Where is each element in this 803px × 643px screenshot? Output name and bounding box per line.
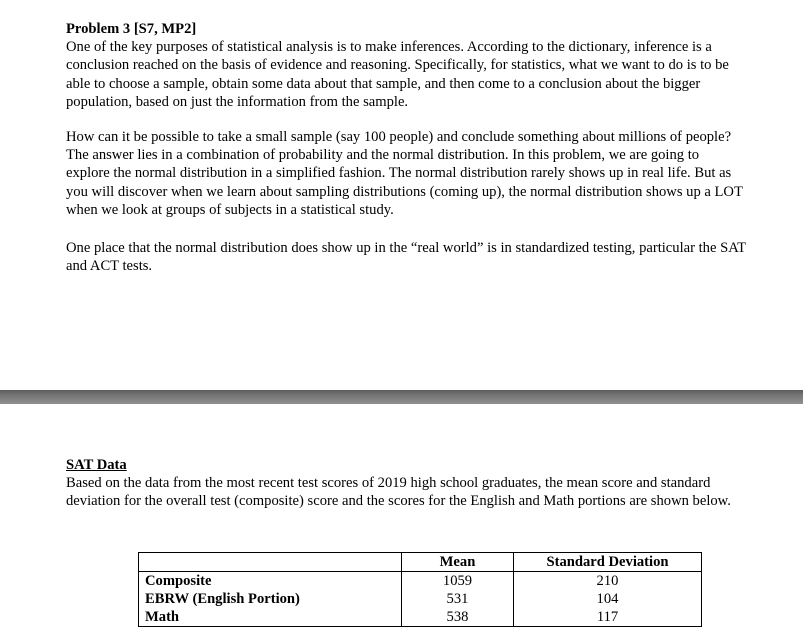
- sat-heading: SAT Data: [66, 457, 127, 473]
- row-label: Composite: [139, 572, 402, 591]
- row-mean: 538: [402, 608, 514, 627]
- problem-paragraph-1: One of the key purposes of statistical analysis is to make inferences. According to the dictionary, inference is a conclusion reached on the basis of evidence and reasoning. Specifically, for statistics, what we want to do is to be able to choose a sample, obtain some data about that sample, and then come to a conclusion about the bigger population, based on just the information from the sample.: [66, 39, 729, 110]
- row-mean: 1059: [402, 572, 514, 591]
- header-mean: Mean: [402, 553, 514, 572]
- table-row: [139, 608, 702, 627]
- header-blank: [139, 553, 402, 572]
- row-sd: 104: [514, 590, 702, 608]
- row-label: EBRW (English Portion): [139, 590, 402, 608]
- sat-intro: Based on the data from the most recent test scores of 2019 high school graduates, the mean score and standard deviation for the overall test (composite) score and the scores for the English and Math portions are shown below.: [66, 475, 731, 510]
- problem-paragraph-block-3: [66, 239, 746, 275]
- row-mean: 531: [402, 590, 514, 608]
- problem-paragraph-2: How can it be possible to take a small sample (say 100 people) and conclude something about millions of people? The answer lies in a combination of probability and the normal distribution. In this problem, we are going to explore the normal distribution in a simplified fashion. The normal distribution rarely shows up in real life. But as you will discover when we learn about sampling distributions (coming up), the normal distribution shows up a LOT when we look at groups of subjects in a statistical study.: [66, 129, 743, 218]
- sat-section: [66, 456, 746, 511]
- header-sd: Standard Deviation: [514, 553, 702, 572]
- table-header-row: [139, 553, 702, 572]
- row-sd: 117: [514, 608, 702, 627]
- problem-paragraph-3: One place that the normal distribution does show up in the “real world” is in standardized testing, particular the SAT and ACT tests.: [66, 240, 746, 275]
- problem-intro: [66, 20, 746, 111]
- page-separator: [0, 390, 803, 404]
- row-sd: 210: [514, 572, 702, 591]
- row-label: Math: [139, 608, 402, 627]
- table-row: [139, 572, 702, 591]
- problem-heading: Problem 3 [S7, MP2]: [66, 21, 197, 37]
- problem-paragraph-block-2: [66, 128, 746, 219]
- table-row: [139, 590, 702, 608]
- sat-table: [138, 552, 702, 627]
